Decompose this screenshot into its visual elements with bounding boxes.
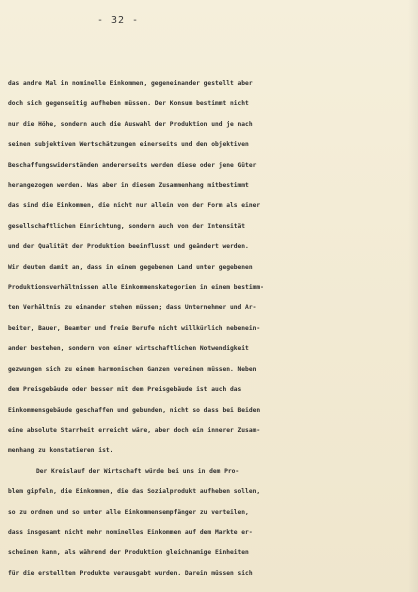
document-body (8, 74, 410, 584)
text-line: Beschaffungswiderständen andererseits werden diese oder jene Güter (8, 161, 257, 169)
text-line: dass insgesamt nicht mehr nominelles Einkommen auf dem Markte er- (8, 528, 253, 536)
text-line: gesellschaftlichen Einrichtung, sondern auch von der Intensität (8, 222, 246, 230)
text-line: menhang zu konstatieren ist. (8, 447, 114, 455)
text-line: herangezogen werden. Was aber in diesem Zusammenhang mitbestimmt (8, 182, 249, 190)
page-number: - 32 - (96, 15, 140, 26)
text-line: Einkommensgebäude geschaffen und gebunden, nicht so dass bei Beiden (8, 406, 261, 414)
page-edge-shadow (408, 0, 418, 592)
text-line: für die erstellten Produkte verausgabt wurden. Darein müssen sich (8, 569, 253, 577)
text-line: so zu ordnen und so unter alle Einkommensempfänger zu verteilen, (8, 508, 249, 516)
text-line: Wir deuten damit an, dass in einem gegebenen Land unter gegebenen (8, 263, 253, 271)
text-line: ander bestehen, sondern von einer wirtschaftlichen Notwendigkeit (8, 345, 249, 353)
text-line: das sind die Einkommen, die nicht nur allein von der Form als einer (8, 202, 261, 210)
text-line: seinen subjektiven Wertschätzungen einerseits und den objektiven (8, 141, 249, 149)
text-line: gezwungen sich zu einem harmonischen Ganzen vereinen müssen. Neben (8, 365, 257, 373)
text-line: eine absolute Starrheit erreicht wäre, aber doch ein innerer Zusam- (8, 426, 261, 434)
text-line: und der Qualität der Produktion beeinflusst und geändert werden. (8, 243, 249, 251)
text-line: dem Preisgebäude oder besser mit dem Preisgebäude ist auch das (8, 386, 242, 394)
text-line: doch sich gegenseitig aufheben müssen. Der Konsum bestimmt nicht (8, 100, 249, 108)
text-line: beiter, Bauer, Beamter und freie Berufe nicht willkürlich nebenein- (8, 324, 261, 332)
text-line: blem gipfeln, die Einkommen, die das Sozialprodukt aufheben sollen, (8, 488, 261, 496)
text-line: ten Verhältnis zu einander stehen müssen; dass Unternehmer und Ar- (8, 304, 257, 312)
text-line: das andre Mal in nominelle Einkommen, gegeneinander gestellt aber (8, 80, 253, 87)
text-line: Produktionsverhältnissen alle Einkommenskategorien in einem bestimm- (8, 284, 264, 292)
text-line: scheinen kann, als während der Produktion gleichnamige Einheiten (8, 549, 249, 557)
text-line: nur die Höhe, sondern auch die Auswahl der Produktion und je nach (8, 120, 253, 128)
text-line: Der Kreislauf der Wirtschaft würde bei uns in dem Pro- (36, 467, 240, 475)
